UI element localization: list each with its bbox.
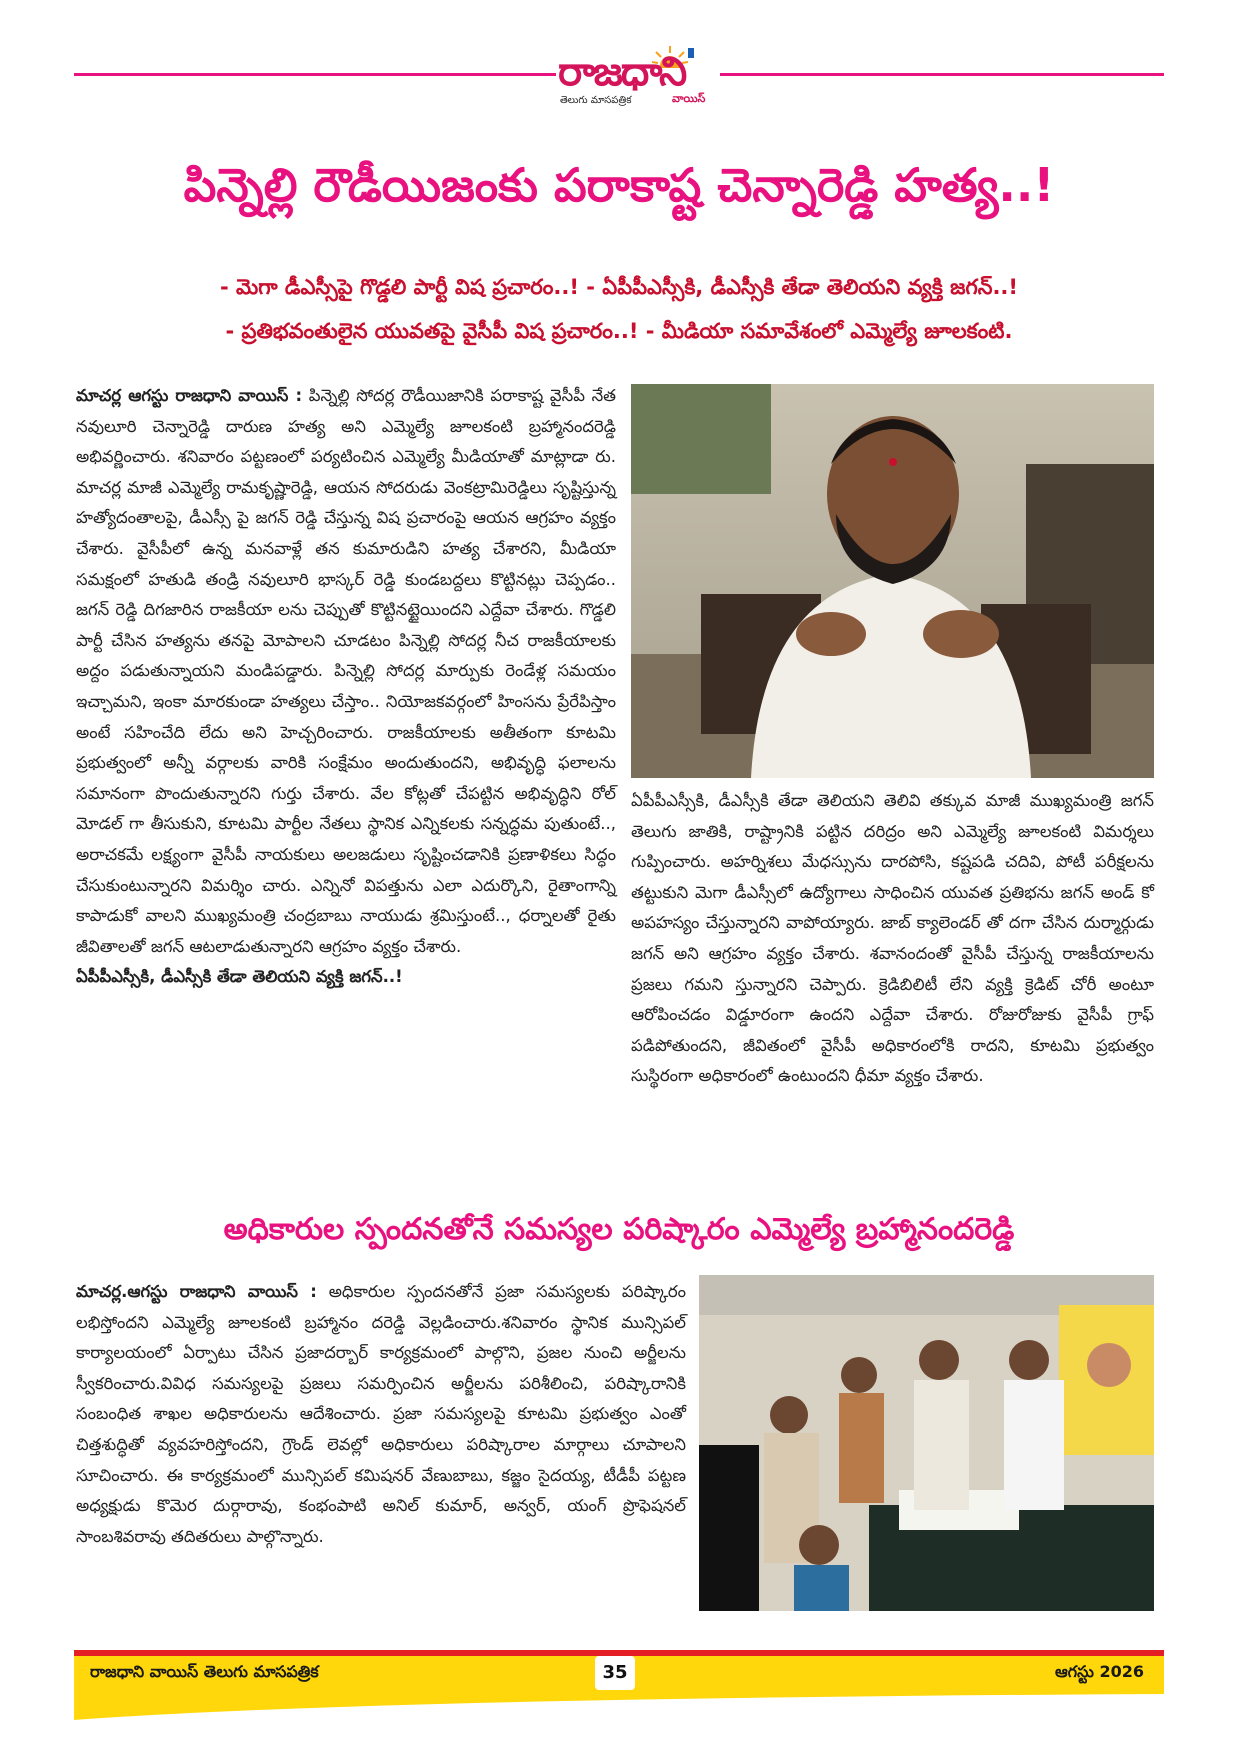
publication-logo — [558, 44, 718, 106]
main-headline: పిన్నెల్లి రౌడీయిజంకు పరాకాష్ట చెన్నారెడ్డి హత్య..! — [183, 158, 1055, 212]
article1-column-right: ఏపీపీఎస్సీకి, డీఎస్సీకి తేడా తెలియని తెలివి తక్కువ మాజీ ముఖ్యమంత్రి జగన్ తెలుగు జాతికి, రాష్ట్రానికి పట్టిన దరిద్రం అని ఎమ్మెల్యే జూలకంటి విమర్శలు గుప్పించారు. అహర్నిశలు మేధస్సును దారపోసి, కష్టపడి చదివి, పోటీ పరీక్షలను తట్టుకుని మెగా డీఎస్సీలో ఉద్యోగాలు సాధించిన యువత ప్రతిభను జగన్ అండ్ కో అపహస్యం చేస్తున్నారని వాపోయ్యారు. జాబ్ క్యాలెండర్ తో దగా చేసిన దుర్మార్గుడు జగన్ అని ఆగ్రహం వ్యక్తం చేశారు. శవానందంతో వైసీపీ చేస్తున్న రాజకీయాలను ప్రజలు గమని స్తున్నారని చెప్పారు. క్రెడిబిలిటీ లేని వ్యక్తి క్రెడిట్ చోరీ అంటూ ఆరోపించడం విడ్డూరంగా ఉందని ఎద్దేవా చేశారు. రోజురోజుకు వైసీపీ గ్రాఫ్ పడిపోతుందని, జీవితంలో వైసీపీ అధికారంలోకి రాదని, కూటమి ప్రభుత్వం సుస్థిరంగా అధికారంలో ఉంటుందని ధీమా వ్యక్తం చేశారు. — [631, 791, 1154, 1086]
article2-dateline: మాచర్ల.ఆగస్టు రాజధాని వాయిస్ : — [76, 1282, 317, 1301]
mla-portrait-photo — [631, 384, 1154, 778]
footer-publication-name: రాజధాని వాయిస్ తెలుగు మాసపత్రిక — [90, 1662, 319, 1681]
footer-swoosh — [74, 1690, 1164, 1720]
footer-issue-date: ఆగస్టు 2026 — [1055, 1662, 1144, 1681]
praja-darbar-photo — [699, 1275, 1154, 1611]
subhead-1: - మెగా డీఎస్సీపై గొడ్డలి పార్టీ విష ప్రచారం..! - ఏపీపీఎస్సీకి, డీఎస్సీకి తేడా తెలియని వ్యక్తి జగన్..! — [220, 275, 1018, 299]
article1-dateline: మాచర్ల ఆగస్టు రాజధాని వాయిస్ : — [76, 386, 303, 405]
masthead-rule-left — [74, 73, 556, 76]
article2-title: అధికారుల స్పందనతోనే సమస్యల పరిష్కారం ఎమ్మెల్యే బ్రహ్మానందరెడ్డి — [223, 1212, 1015, 1247]
logo-tagline: తెలుగు మాసపత్రిక — [560, 95, 632, 106]
masthead-rule-right — [720, 73, 1164, 76]
subhead-2: - ప్రతిభవంతులైన యువతపై వైసీపీ విష ప్రచారం..! - మీడియా సమావేశంలో ఎమ్మెల్యే జూలకంటి. — [225, 319, 1013, 343]
logo-wordmark: రాజధాని — [558, 49, 686, 95]
article1-inline-subtitle: ఏపీపీఎస్సీకి, డీఎస్సీకి తేడా తెలియని వ్యక్తి జగన్..! — [76, 967, 403, 987]
page-number: 35 — [595, 1656, 635, 1690]
logo-voice: వాయిస్ — [672, 92, 706, 105]
article1-body-left: పిన్నెల్లి సోదర్ల రౌడీయిజానికి పరాకాష్ట వైసీపీ నేత నవులూరి చెన్నారెడ్డి దారుణ హత్య అని ఎమ్మెల్యే జూలకంటి బ్రహ్మానందరెడ్డి అభివర్ణించారు. శనివారం పట్టణంలో పర్యటించిన ఎమ్మెల్యే మీడియాతో మాట్లాడా రు. మాచర్ల మాజీ ఎమ్మెల్యే రామకృష్ణారెడ్డి, ఆయన సోదరుడు వెంకట్రామిరెడ్డిలు సృష్టిస్తున్న హత్యోదంతాలపై, డీఎస్సీ పై జగన్ రెడ్డి చేస్తున్న విష ప్రచారంపై ఆయన ఆగ్రహం వ్యక్తం చేశారు. వైసీపీలో ఉన్న మనవాళ్లే తన కుమారుడిని హత్య చేశారని, మీడియా సమక్షంలో హతుడి తండ్రి నవులూరి భాస్కర్ రెడ్డి కుండబద్దలు కొట్టినట్లు చెప్పడం.. జగన్ రెడ్డి దిగజారిన రాజకీయా లను చెప్పుతో కొట్టినట్టైయిందని ఎద్దేవా చేశారు. గొడ్డలి పార్టీ చేసిన హత్యను తనపై మోపాలని చూడటం పిన్నెల్లి సోదర్ల నీచ రాజకీయాలకు అద్దం పడుతున్నాయని మండిపడ్డారు. పిన్నెల్లి సోదర్ల మార్పుకు రెండేళ్ల సమయం ఇచ్చామని, ఇంకా మారకుండా హత్యలు చేస్తాం.. నియోజకవర్గంలో హింసను ప్రేరేపిస్తాం అంటే సహించేది లేదు అని హెచ్చరించారు. రాజకీయాలకు అతీతంగా కూటమి ప్రభుత్వంలో అన్నీ వర్గాలకు వారికి సంక్షేమం అందుతుందని, అభివృద్ధి ఫలాలను సమానంగా పొందుతున్నారని గుర్తు చేశారు. వేల కోట్లతో చేపట్టిన అభివృద్ధిని రోల్ మోడల్ గా తీసుకుని, కూటమి పార్టీల నేతలు స్థానిక ఎన్నికలకు సన్నద్ధమ పుతుంటే.., అరాచకమే లక్ష్యంగా వైసీపీ నాయకులు అలజడులు సృష్టించడానికి ప్రణాళికలు సిద్ధం చేసుకుంటున్నారని విమర్శిం చారు. ఎన్నినో విపత్తును ఎలా ఎదుర్కొని, రైతాంగాన్ని కాపాడుకో వాలని ముఖ్యమంత్రి చంద్రబాబు నాయుడు శ్రమిస్తుంటే.., ధర్నాలతో రైతు జీవితాలతో జగన్ ఆటలాడుతున్నారని ఆగ్రహం వ్యక్తం చేశారు. — [76, 386, 617, 956]
article2-body — [76, 1277, 686, 1552]
article1-column-left — [76, 381, 616, 993]
article2-body-text: అధికారుల స్పందనతోనే ప్రజా సమస్యలకు పరిష్కారం లభిస్తోందని ఎమ్మెల్యే జూలకంటి బ్రహ్మానం దరెడ్డి వెల్లడించారు.శనివారం స్థానిక మున్సిపల్ కార్యాలయంలో ఏర్పాటు చేసిన ప్రజాదర్బార్ కార్యక్రమంలో పాల్గొని, ప్రజల నుంచి అర్జీలను స్వీకరించారు.వివిధ సమస్యలపై ప్రజలు సమర్పించిన అర్జీలను పరిశీలించి, పరిష్కారానికి సంబంధిత శాఖల అధికారులను ఆదేశించారు. ప్రజా సమస్యలపై కూటమి ప్రభుత్వం ఎంతో చిత్తశుద్ధితో వ్యవహరిస్తోందని, గ్రౌండ్ లెవల్లో అధికారులు పరిష్కారాల మార్గాలు చూపాలని సూచించారు. ఈ కార్యక్రమంలో మున్సిపల్ కమిషనర్ వేణుబాబు, కజ్జం సైదయ్య, టీడీపీ పట్టణ అధ్యక్షుడు కొమెర దుర్గారావు, కంభంపాటి అనిల్ కుమార్, అన్వర్, యంగ్ ప్రొఫెషనల్ సాంబశివరావు తదితరులు పాల్గొన్నారు. — [76, 1282, 686, 1546]
